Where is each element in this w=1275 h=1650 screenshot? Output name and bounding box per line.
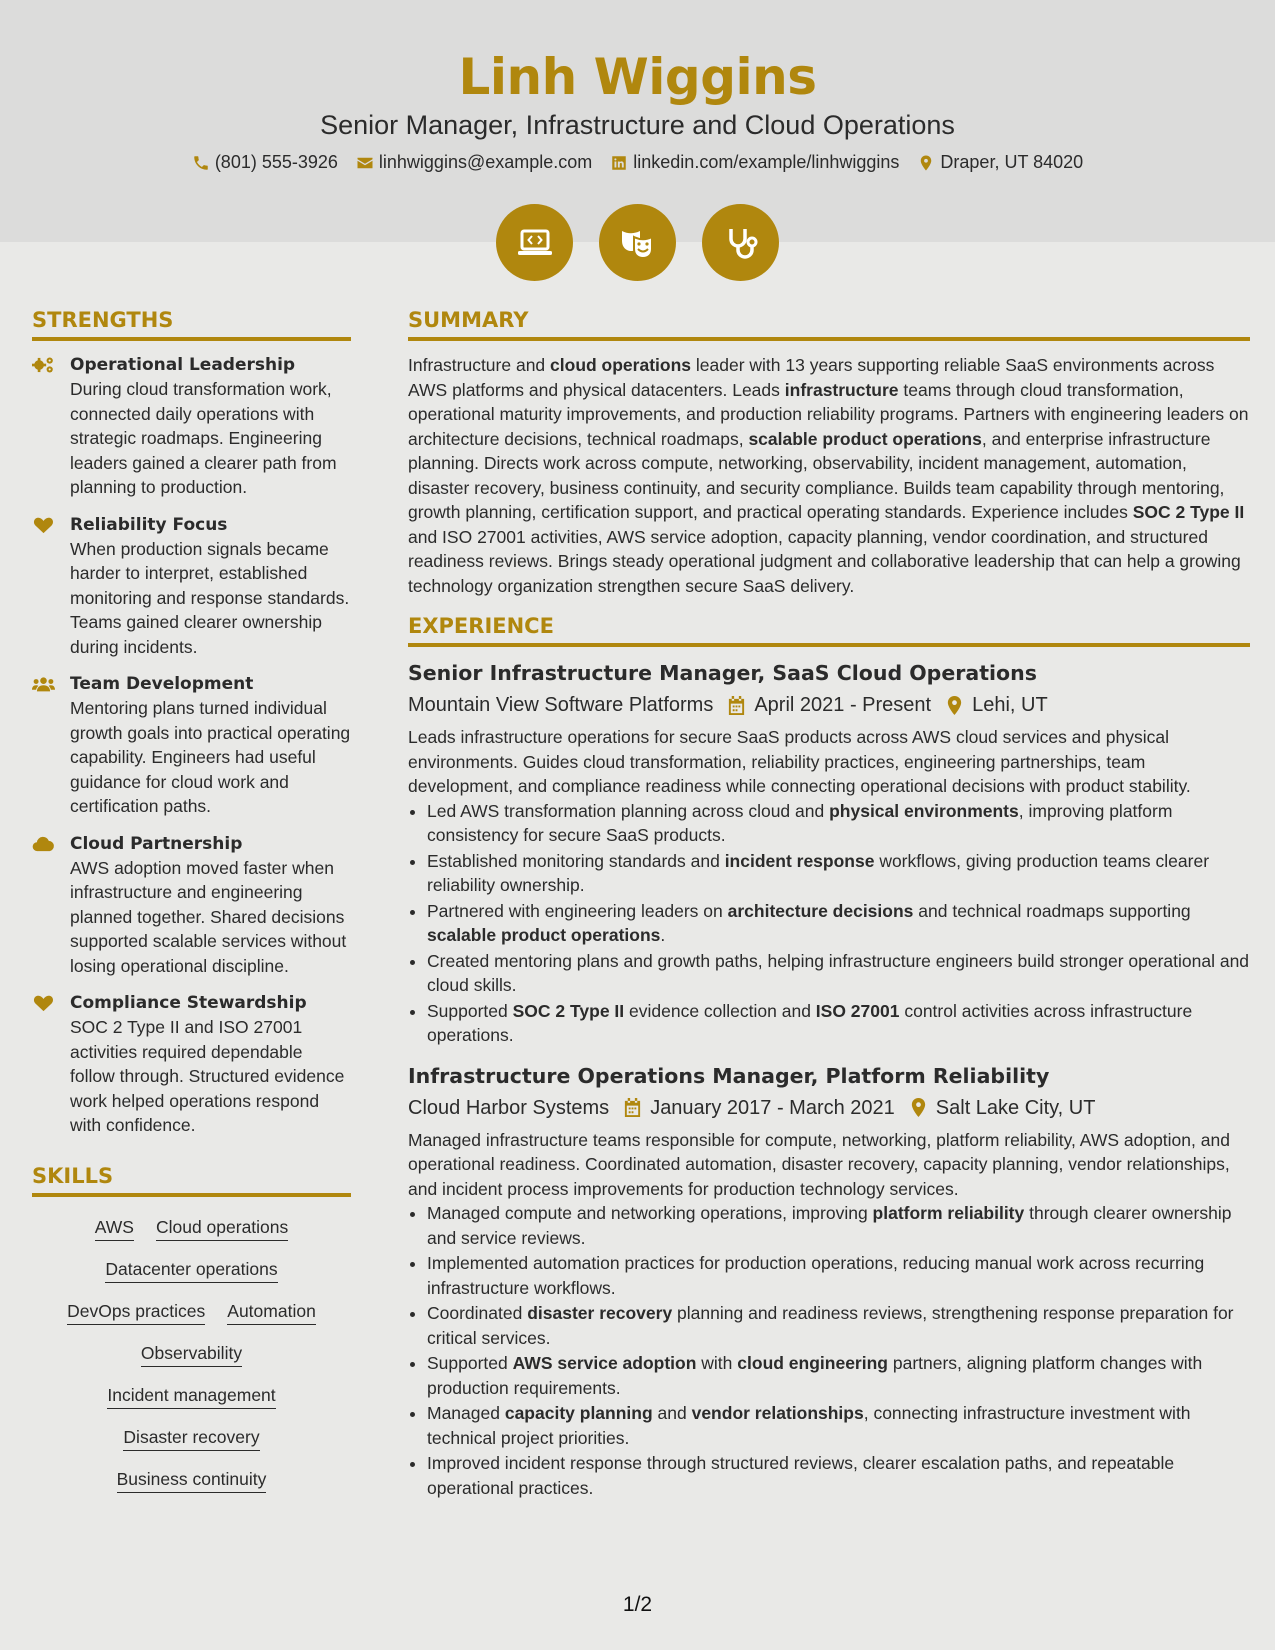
contact-location [917,152,1083,173]
skill-row [32,1383,351,1409]
skills-section [32,1164,351,1493]
job-location: Lehi, UT [972,694,1048,716]
strength-title: Team Development [70,674,254,694]
cloud-icon [32,832,70,979]
job-bullet: • Established monitoring standards and incident response workflows, giving production teams clearer reliability ownership. [427,849,1250,898]
strengths-heading: STRENGTHS [32,308,351,341]
strength-item [32,832,351,979]
job-bullet: • Led AWS transformation planning across cloud and physical environments, improving platform consistency for secure SaaS products. [427,799,1250,848]
strengths-list [32,353,351,1138]
summary-heading: SUMMARY [408,308,1250,341]
skill-tag: DevOps practices [67,1299,205,1325]
cogs-icon [32,353,70,500]
email-text[interactable]: linhwiggins@example.com [378,152,593,172]
page-number: 1/2 [622,1593,653,1616]
job-meta [408,1094,1250,1122]
left-column [32,308,351,1509]
map-pin-icon [917,154,935,172]
strength-item [32,513,351,660]
job-location: Salt Lake City, UT [935,1096,1096,1119]
candidate-name: Linh Wiggins [458,48,817,106]
linkedin-text[interactable]: linkedin.com/example/linhwiggins [633,152,900,172]
strength-item [32,353,351,500]
job-title-headline: Senior Manager, Infrastructure and Cloud Operations [320,110,955,140]
map-pin-icon [931,695,972,716]
skill-row [32,1341,351,1367]
skill-row [32,1467,351,1493]
job-description: Managed infrastructure teams responsible for compute, networking, platform reliability, AWS adoption, and operational readiness. Coordinated automation, disaster recovery, capacity planning, vendor relationships, and incident process improvements for production technology services. [408,1129,1230,1199]
job-bullet: • Supported AWS service adoption with cloud engineering partners, aligning platform changes with production requirements. [427,1351,1250,1400]
job-title: Senior Infrastructure Manager, SaaS Cloud Operations [408,661,1037,685]
map-pin-icon [895,1097,936,1118]
job-bullet: • Improved incident response through structured reviews, clearer escalation paths, and repeatable operational practices. [427,1451,1250,1500]
skills-list [32,1209,351,1493]
strength-item [32,991,351,1138]
experience-list [408,659,1250,1500]
contact-bar [0,152,1275,173]
skill-tag: Incident management [107,1383,275,1409]
skill-tag: Business continuity [117,1467,267,1493]
strength-title: Compliance Stewardship [70,993,307,1013]
summary-text: Infrastructure and cloud operations leader with 13 years supporting reliable SaaS environments across AWS platforms and physical datacenters. Leads infrastructure teams through cloud transformation, operational maturity improvements, and production reliability programs. Partners with engineering leaders on architecture decisions, technical roadmaps, scalable product operations, and enterprise infrastructure planning. Directs work across compute, networking, observability, incident management, automation, disaster recovery, business continuity, and security compliance. Builds team capability through mentoring, growth planning, certification support, and practical operating standards. Experience includes SOC 2 Type II and ISO 27001 activities, AWS service adoption, capacity planning, vendor coordination, and structured readiness reviews. Brings steady operational judgment and collaborative leadership that can help a growing technology organization strengthen secure SaaS delivery. [408,355,1249,596]
skill-row [32,1215,351,1241]
job-description: Leads infrastructure operations for secure SaaS products across AWS cloud services and physical environments. Guides cloud transformation, reliability practices, engineering partnerships, team development, and compliance readiness while connecting operational decisions with product stability. [408,727,1191,796]
strength-description: When production signals became harder to interpret, established monitoring and response standards. Teams gained clearer ownership during incidents. [70,538,350,657]
skill-tag: Cloud operations [156,1215,288,1241]
experience-heading: EXPERIENCE [408,614,1250,647]
phone-text: (801) 555-3926 [214,152,338,172]
job-bullets [408,1201,1250,1500]
contact-linkedin[interactable] [610,152,899,173]
calendar-icon [609,1097,650,1118]
job-bullet: • Supported SOC 2 Type II evidence collection and ISO 27001 control activities across infrastructure operations. [427,999,1250,1048]
job-dates: April 2021 - Present [754,694,932,716]
interest-icons [0,204,1275,281]
linkedin-icon [610,154,628,172]
strength-item [32,672,351,819]
job-company: Cloud Harbor Systems [408,1096,610,1119]
job-bullet: • Implemented automation practices for production operations, reducing manual work across recurring infrastructure workflows. [427,1251,1250,1300]
job-dates: January 2017 - March 2021 [650,1096,895,1119]
skill-tag: Automation [227,1299,316,1325]
contact-phone [192,152,338,173]
contact-email[interactable] [356,152,592,173]
theater-masks-icon [599,204,676,281]
strength-description: SOC 2 Type II and ISO 27001 activities required dependable follow through. Structured evidence work helped operations respond with confidence. [70,1017,345,1135]
strength-description: During cloud transformation work, connected daily operations with strategic roadmaps. Engineering leaders gained a clearer path from planning to production. [70,379,337,497]
users-icon [32,672,70,819]
envelope-icon [356,154,374,172]
job-company: Mountain View Software Platforms [408,694,714,716]
skill-row [32,1425,351,1451]
job-entry [408,659,1250,1048]
job-bullets [408,799,1250,1048]
skill-row [32,1299,351,1325]
strength-title: Cloud Partnership [70,833,243,854]
right-column [408,308,1250,1501]
job-bullet: • Managed compute and networking operations, improving platform reliability through clearer ownership and service reviews. [427,1201,1250,1250]
skill-row [32,1257,351,1283]
job-bullet: • Coordinated disaster recovery planning and readiness reviews, strengthening response preparation for critical services. [427,1301,1250,1350]
strength-title: Operational Leadership [70,355,296,375]
calendar-icon [713,695,754,716]
job-bullet: • Created mentoring plans and growth paths, helping infrastructure engineers build stronger operational and cloud skills. [427,949,1250,998]
strength-description: AWS adoption moved faster when infrastructure and engineering planned together. Shared decisions supported scalable services without losing operational discipline. [70,857,347,976]
job-title: Infrastructure Operations Manager, Platform Reliability [408,1063,1050,1088]
job-bullet: • Managed capacity planning and vendor relationships, connecting infrastructure investment with technical project priorities. [427,1401,1250,1450]
location-text: Draper, UT 84020 [940,152,1084,172]
skills-heading: SKILLS [32,1164,351,1197]
strength-title: Reliability Focus [70,514,228,535]
skill-tag: Disaster recovery [123,1425,259,1451]
skill-tag: AWS [95,1215,134,1241]
skill-tag: Observability [141,1341,242,1367]
job-bullet: • Partnered with engineering leaders on architecture decisions and technical roadmaps supporting scalable product operations. [427,899,1250,948]
job-entry [408,1062,1250,1501]
heart-icon [32,513,70,660]
phone-icon [192,154,210,172]
strength-description: Mentoring plans turned individual growth goals into practical operating capability. Engineers had useful guidance for cloud work and certification paths. [70,698,351,816]
skill-tag: Datacenter operations [105,1257,277,1283]
stethoscope-icon [702,204,779,281]
job-meta [408,691,1250,719]
heart-icon [32,991,70,1138]
laptop-code-icon [496,204,573,281]
